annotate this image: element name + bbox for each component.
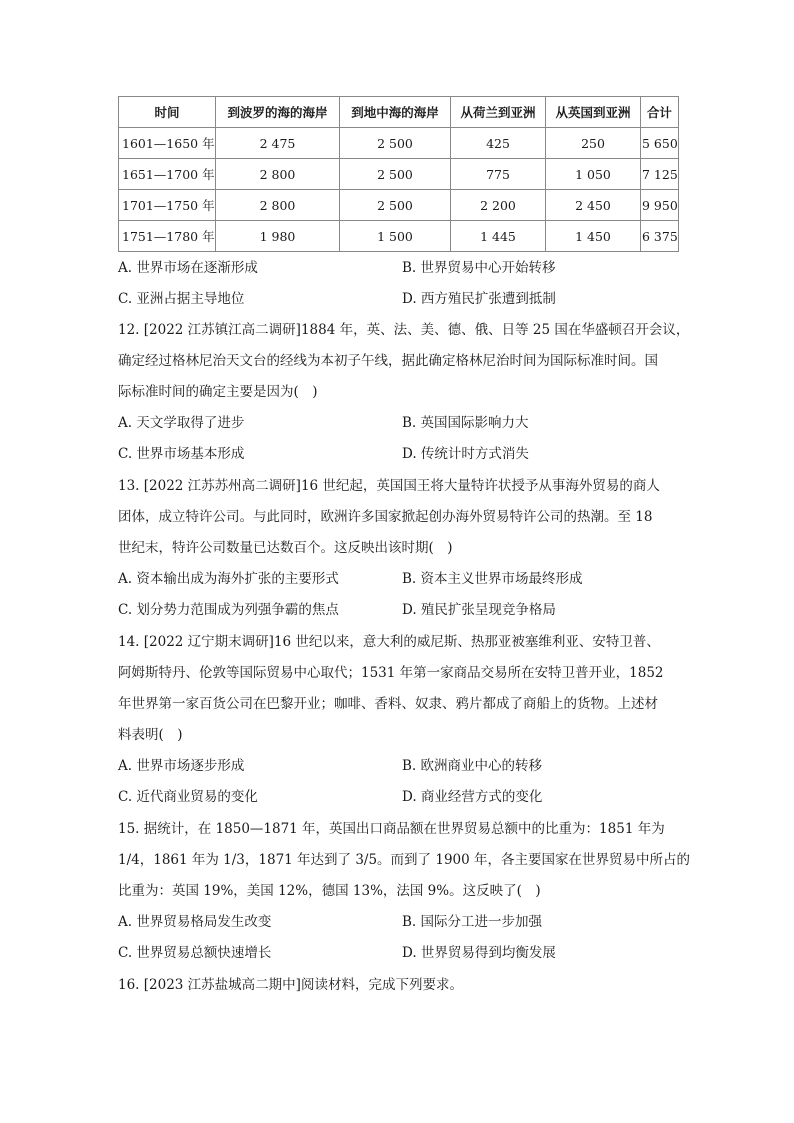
option-a: A. 资本输出成为海外扩张的主要形式 [118, 571, 339, 587]
table-header-row [119, 97, 679, 128]
table-cell: 250 [546, 128, 641, 159]
option-d: D. 世界贸易得到均衡发展 [402, 945, 556, 961]
option-c: C. 世界贸易总额快速增长 [118, 945, 272, 961]
table-row [119, 221, 679, 252]
option-a: A. 世界市场在逐渐形成 [118, 260, 258, 276]
question-text: 比重为：英国 19%，美国 12%，德国 13%，法国 9%。这反映了( ) [118, 883, 541, 899]
question-text: 料表明( ) [118, 727, 183, 743]
table-header: 从荷兰到亚洲 [451, 97, 546, 128]
table-header: 合计 [641, 97, 679, 128]
table-cell: 2 450 [546, 190, 641, 221]
table-cell: 1601—1650 年 [119, 128, 216, 159]
option-c: C. 划分势力范围成为列强争霸的焦点 [118, 602, 339, 618]
table-row [119, 159, 679, 190]
table-header: 到地中海的海岸 [340, 97, 451, 128]
table-cell: 1701—1750 年 [119, 190, 216, 221]
question-text: 年世界第一家百货公司在巴黎开业；咖啡、香料、奴隶、鸦片都成了商船上的货物。上述材 [118, 696, 658, 712]
table-cell: 2 800 [216, 190, 340, 221]
question-text: 15. 据统计，在 1850—1871 年，英国出口商品额在世界贸易总额中的比重为：1851 年为 [118, 821, 665, 837]
question-text: 团体，成立特许公司。与此同时，欧洲许多国家掀起创办海外贸易特许公司的热潮。至 18 [118, 509, 653, 525]
question-text: 阿姆斯特丹、伦敦等国际贸易中心取代；1531 年第一家商品交易所在安特卫普开业，1852 [118, 665, 664, 681]
question-text: 13. [2022 江苏苏州高二调研]16 世纪起，英国国王将大量特许状授予从事海外贸易的商人 [118, 478, 660, 494]
table-cell: 1 500 [340, 221, 451, 252]
option-b: B. 英国国际影响力大 [402, 415, 529, 431]
option-b: B. 国际分工进一步加强 [402, 914, 543, 930]
option-c: C. 近代商业贸易的变化 [118, 789, 258, 805]
option-d: D. 殖民扩张呈现竞争格局 [402, 602, 556, 618]
question-text: 12. [2022 江苏镇江高二调研]1884 年，英、法、美、德、俄、日等 25 国在华盛顿召开会议， [118, 322, 690, 338]
table-cell: 2 500 [340, 190, 451, 221]
table-cell: 1 450 [546, 221, 641, 252]
option-a: A. 世界市场逐步形成 [118, 758, 245, 774]
trade-table [118, 96, 679, 252]
question-text: 1/4，1861 年为 1/3，1871 年达到了 3/5。而到了 1900 年，各主要国家在世界贸易中所占的 [118, 852, 690, 868]
option-b: B. 世界贸易中心开始转移 [402, 260, 556, 276]
table-cell: 2 200 [451, 190, 546, 221]
table-header: 时间 [119, 97, 216, 128]
table-row [119, 128, 679, 159]
table-cell: 425 [451, 128, 546, 159]
option-c: C. 亚洲占据主导地位 [118, 291, 245, 307]
table-cell: 6 375 [641, 221, 679, 252]
table-cell: 1 980 [216, 221, 340, 252]
table-header: 从英国到亚洲 [546, 97, 641, 128]
option-d: D. 传统计时方式消失 [402, 446, 529, 462]
table-cell: 2 800 [216, 159, 340, 190]
table-cell: 7 125 [641, 159, 679, 190]
table-cell: 1751—1780 年 [119, 221, 216, 252]
table-cell: 5 650 [641, 128, 679, 159]
question-text: 16. [2023 江苏盐城高二期中]阅读材料，完成下列要求。 [118, 977, 463, 993]
option-c: C. 世界市场基本形成 [118, 446, 245, 462]
table-header: 到波罗的海的海岸 [216, 97, 340, 128]
question-text: 14. [2022 辽宁期末调研]16 世纪以来，意大利的威尼斯、热那亚被塞维利亚、安特卫普、 [118, 634, 660, 650]
question-text: 世纪末，特许公司数量已达数百个。这反映出该时期( ) [118, 540, 453, 556]
table-cell: 1 445 [451, 221, 546, 252]
option-d: D. 商业经营方式的变化 [402, 789, 543, 805]
table-row [119, 190, 679, 221]
table-cell: 1 050 [546, 159, 641, 190]
question-text: 确定经过格林尼治天文台的经线为本初子午线，据此确定格林尼治时间为国际标准时间。国 [118, 353, 658, 369]
option-b: B. 欧洲商业中心的转移 [402, 758, 543, 774]
table-cell: 775 [451, 159, 546, 190]
table-cell: 9 950 [641, 190, 679, 221]
question-text: 际标准时间的确定主要是因为( ) [118, 384, 318, 400]
table-cell: 2 500 [340, 128, 451, 159]
table-cell: 2 500 [340, 159, 451, 190]
option-b: B. 资本主义世界市场最终形成 [402, 571, 583, 587]
table-cell: 1651—1700 年 [119, 159, 216, 190]
option-a: A. 世界贸易格局发生改变 [118, 914, 272, 930]
option-a: A. 天文学取得了进步 [118, 415, 245, 431]
option-d: D. 西方殖民扩张遭到抵制 [402, 291, 556, 307]
table-cell: 2 475 [216, 128, 340, 159]
